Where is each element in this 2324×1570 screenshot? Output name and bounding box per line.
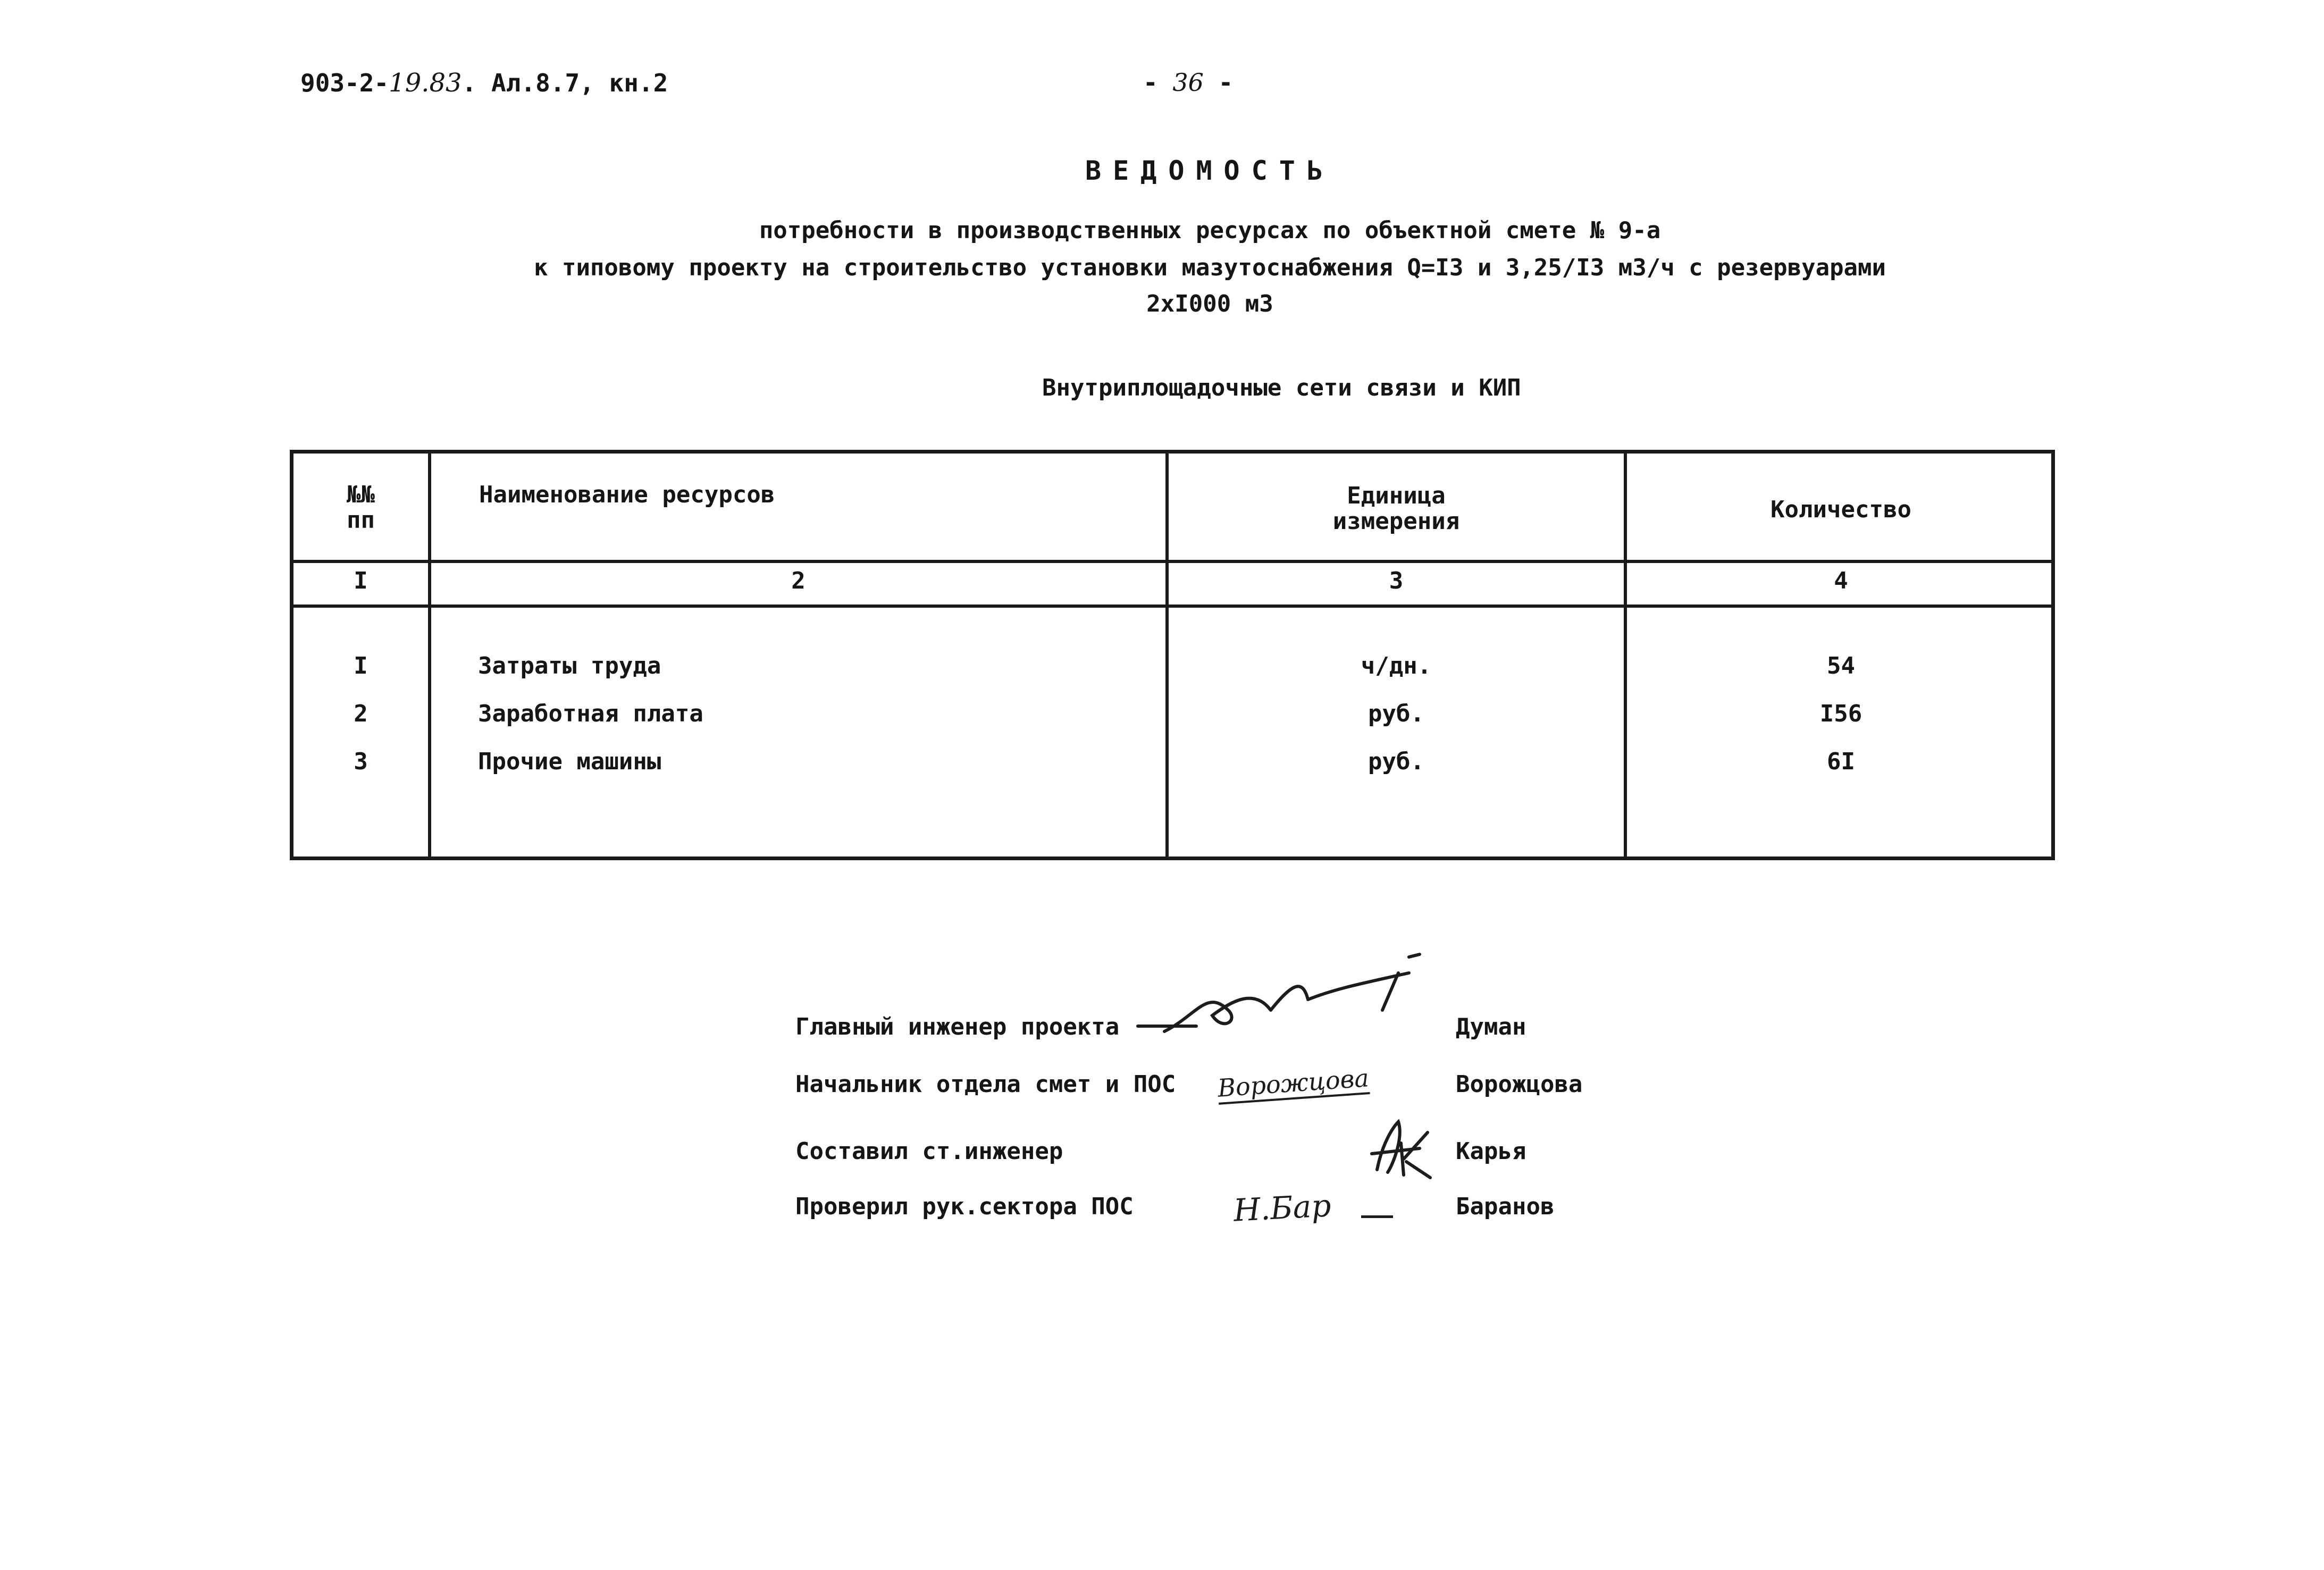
page-number-dash-right: - [1203,68,1234,97]
row-1-num: I [354,652,368,679]
page-number-value: 36 [1172,68,1204,97]
row-1-name: Затраты труда [478,652,661,679]
row-2-qty: I56 [1819,700,1862,727]
colnum-4: 4 [1834,567,1848,594]
signature-name-karya: Карья [1456,1138,1526,1165]
signature-mark-karya [1361,1111,1436,1186]
header-unit [1169,483,1624,534]
row-3-unit: руб. [1368,748,1424,775]
header-num-line1: №№ [347,481,375,508]
header-unit-line1: Единица [1347,482,1446,509]
document-code-suffix: . Ал.8.7, кн.2 [462,69,668,97]
document-code [300,68,668,98]
row-2-unit: руб. [1368,700,1424,727]
row-3-num: 3 [354,748,368,775]
signature-mark-baranov-stroke [1361,1215,1393,1218]
row-1-unit: ч/дн. [1361,652,1432,679]
signature-name-duman: Думан [1456,1013,1526,1040]
signature-name-baranov: Баранов [1456,1193,1555,1220]
table-divider-header [293,560,2051,563]
row-2-name: Заработная плата [478,700,703,727]
row-3-qty: 6I [1827,748,1855,775]
subtitle-line-2: к типовому проекту на строительство установки мазутоснабжения Q=I3 и 3,25/I3 м3/ч с резервуарами [533,254,1886,281]
row-2-num: 2 [354,700,368,727]
header-qty: Количество [1771,496,1911,523]
row-1-qty: 54 [1827,652,1855,679]
subtitle-line-3: 2хI000 м3 [1146,290,1273,317]
page-number-dash-left: - [1143,68,1173,97]
signature-role-compiler: Составил ст.инженер [795,1138,1063,1165]
document-title: ВЕДОМОСТЬ [1085,155,1335,186]
subtitle-line-1: потребности в производственных ресурсах по объектной смете № 9-а [759,217,1661,244]
document-code-handwritten: 19.83 [389,68,462,98]
header-num-line2: пп [347,507,375,534]
signature-role-head-of-dept: Начальник отдела смет и ПОС [795,1071,1176,1098]
resource-table [290,450,2055,860]
header-name: Наименование ресурсов [479,481,775,508]
header-unit-line2: измерения [1332,508,1460,535]
signature-mark-vorozhtsova: Ворожцова [1216,1063,1370,1105]
colnum-1: I [354,567,368,594]
document-code-prefix: 903-2- [300,69,389,97]
signature-name-vorozhtsova: Ворожцова [1456,1071,1583,1098]
signature-mark-duman [1132,952,1430,1047]
row-3-name: Прочие машины [478,748,661,775]
colnum-3: 3 [1389,567,1404,594]
page-number [1143,68,1233,97]
header-num [293,482,428,533]
signature-role-checker: Проверил рук.сектора ПОС [795,1193,1134,1220]
signature-role-chief-engineer: Главный инженер проекта [795,1013,1120,1040]
table-divider-colnums [293,605,2051,608]
section-title: Внутриплощадочные сети связи и КИП [1042,374,1521,401]
signature-mark-baranov: Н.Бар [1232,1187,1332,1229]
colnum-2: 2 [791,567,806,594]
